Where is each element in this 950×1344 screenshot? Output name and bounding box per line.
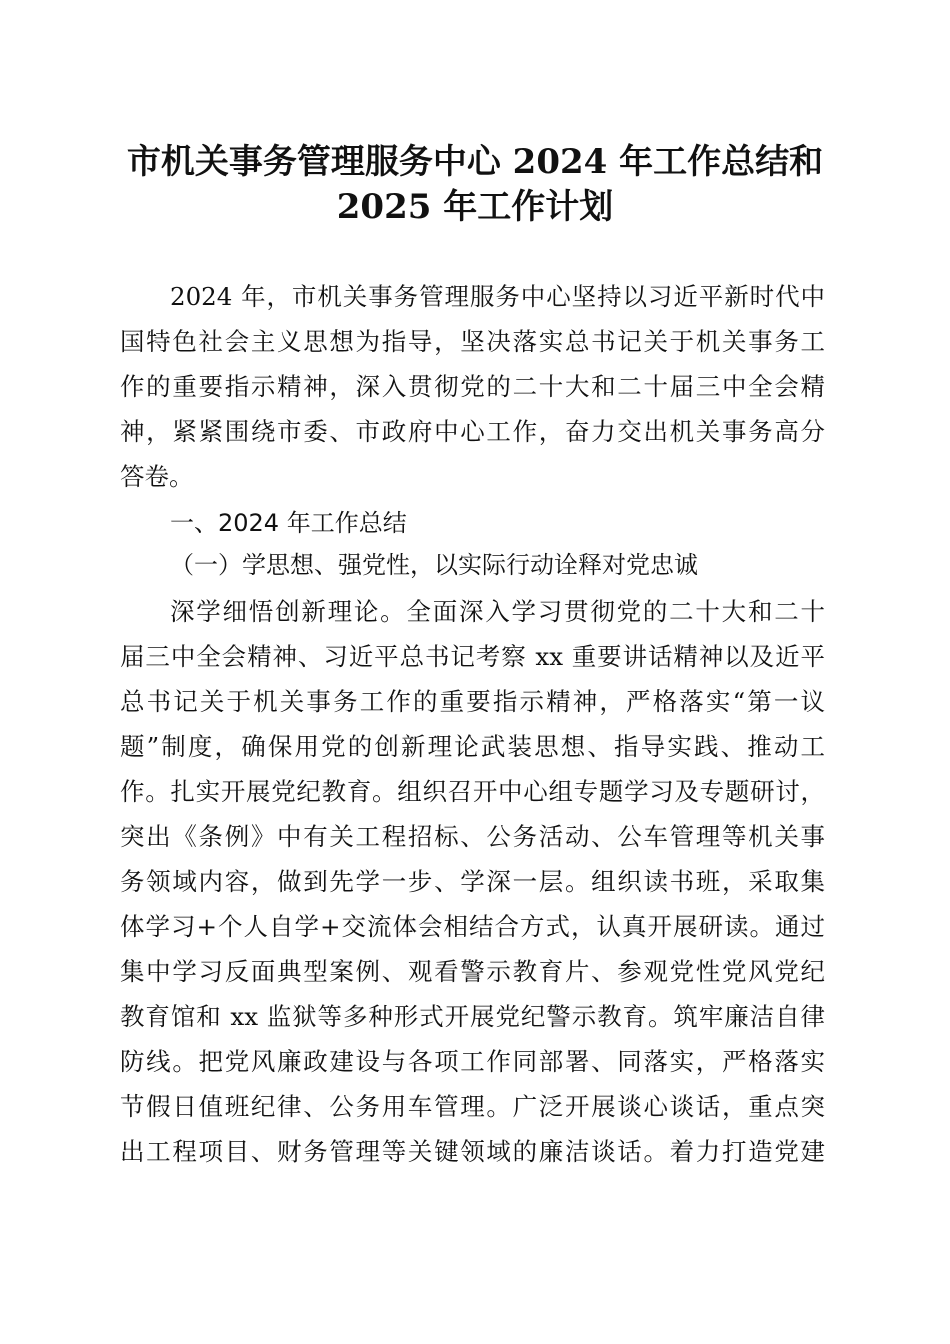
body-line: 集中学习反面典型案例、观看警示教育片、参观党性党风党纪	[120, 957, 825, 986]
body-line: 出工程项目、财务管理等关键领域的廉洁谈话。着力打造党建	[120, 1137, 825, 1166]
body-line: 总书记关于机关事务工作的重要指示精神，严格落实“第一议	[120, 687, 825, 716]
body-line: 作。扎实开展党纪教育。组织召开中心组专题学习及专题研讨，	[120, 777, 825, 806]
intro-line: 国特色社会主义思想为指导，坚决落实总书记关于机关事务工	[120, 327, 825, 356]
body-line: 突出《条例》中有关工程招标、公务活动、公车管理等机关事	[120, 822, 825, 851]
section-heading: 一、2024 年工作总结	[170, 509, 407, 537]
body-line: 教育馆和 xx 监狱等多种形式开展党纪警示教育。筑牢廉洁自律	[120, 1002, 825, 1031]
subsection-heading: （一）学思想、强党性，以实际行动诠释对党忠诚	[170, 551, 698, 579]
body-line: 届三中全会精神、习近平总书记考察 xx 重要讲话精神以及近平	[120, 642, 825, 671]
body-line: 体学习+个人自学+交流体会相结合方式，认真开展研读。通过	[120, 912, 825, 941]
body-line: 防线。把党风廉政建设与各项工作同部署、同落实，严格落实	[120, 1047, 825, 1076]
intro-line: 2024 年，市机关事务管理服务中心坚持以习近平新时代中	[170, 282, 825, 311]
body-line: 务领域内容，做到先学一步、学深一层。组织读书班，采取集	[120, 867, 825, 896]
body-line: 节假日值班纪律、公务用车管理。广泛开展谈心谈话，重点突	[120, 1092, 825, 1121]
intro-line: 答卷。	[120, 462, 194, 491]
document-title-line-2: 2025 年工作计划	[336, 187, 614, 227]
intro-line: 作的重要指示精神，深入贯彻党的二十大和二十届三中全会精	[120, 372, 825, 401]
document-title-line-1: 市机关事务管理服务中心 2024 年工作总结和	[126, 142, 824, 182]
body-line: 题”制度，确保用党的创新理论武装思想、指导实践、推动工	[120, 732, 825, 761]
intro-line: 神，紧紧围绕市委、市政府中心工作，奋力交出机关事务高分	[120, 417, 825, 446]
body-line: 深学细悟创新理论。全面深入学习贯彻党的二十大和二十	[170, 597, 825, 626]
